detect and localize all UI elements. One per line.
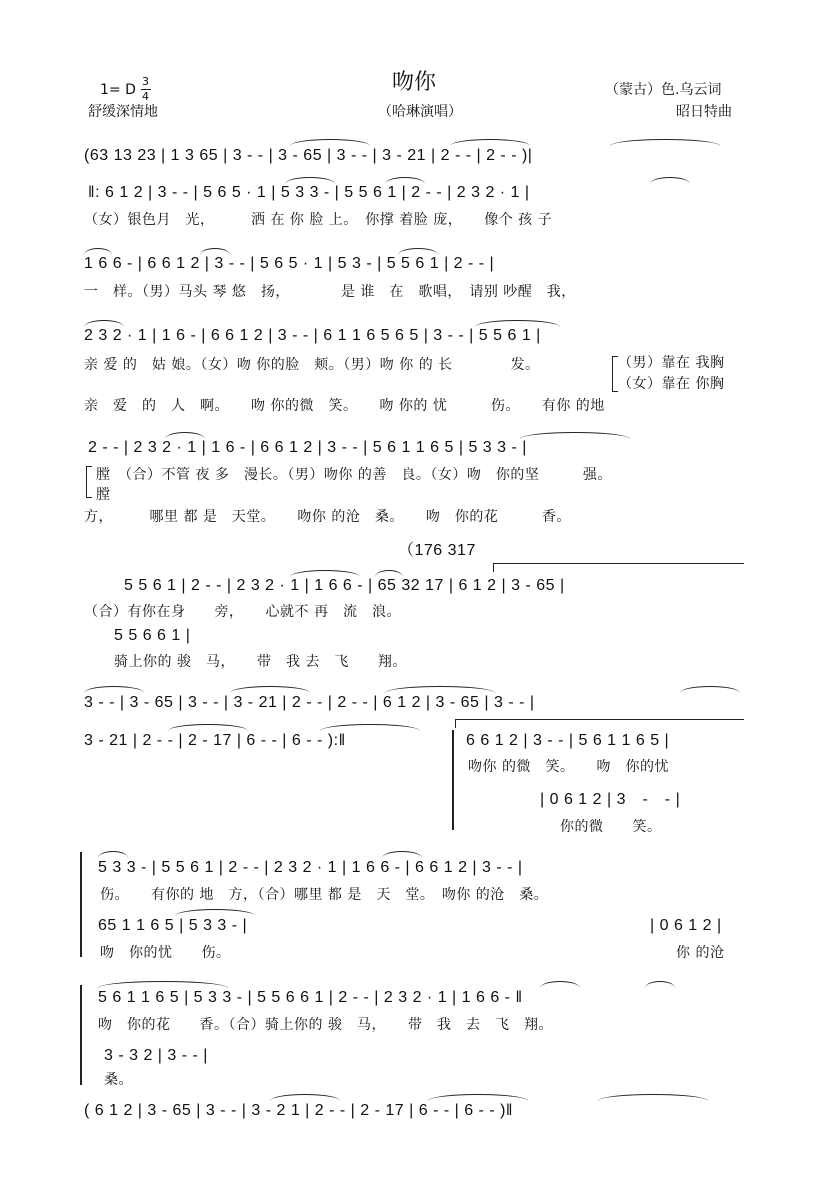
melody-line-8-alt: | 0 6 1 2 | 3 - - | xyxy=(540,791,681,808)
system-bar xyxy=(80,852,82,957)
slur xyxy=(645,981,675,988)
slur xyxy=(165,432,205,439)
melody-line-2: ‖: 6 1 2 | 3 - - | 5 6 5 · 1 | 5 3 3 - | 5 5 6 1 | 2 - - | 2 3 2 · 1 | xyxy=(88,184,530,201)
time-signature-top: 3 xyxy=(142,75,149,88)
lyrics-line-10: 吻 你的花 香。（合）骑上你的 骏 马， 带 我 去 飞 翔。 xyxy=(98,1017,553,1033)
lyrics-line-6: （合）有你在身 旁， 心就不 再 流 浪。 xyxy=(84,604,401,620)
melody-line-10-alt: 3 - 3 2 | 3 - - | xyxy=(104,1047,208,1064)
first-ending xyxy=(493,563,744,572)
slur xyxy=(598,1094,708,1101)
slur xyxy=(168,724,248,731)
lyricist: （蒙古）色.乌云词 xyxy=(605,82,722,98)
lyrics-line-8: 吻你 的微 笑。 吻 你的忧 xyxy=(468,759,669,775)
lyrics-line-5: 膛 （合）不管 夜 多 漫长。（男）吻你 的善 良。（女）吻 你的坚 强。 xyxy=(96,467,612,483)
intro-notes: (63 13 23 | 1 3 65 | 3 - - | 3 - 65 | 3 - - | 3 - 21 | 2 - - | 2 - - )| xyxy=(84,147,533,164)
lyrics-line-9-alt: 吻 你的忧 伤。 xyxy=(100,945,231,961)
lyrics-line-8-alt: 你的微 笑。 xyxy=(560,819,662,835)
slur xyxy=(84,320,124,327)
slur xyxy=(200,248,230,255)
slur xyxy=(285,177,335,184)
melody-line-9: 5 3 3 - | 5 5 6 1 | 2 - - | 2 3 2 · 1 | 1 6 6 - | 6 6 1 2 | 3 - - | xyxy=(98,859,523,876)
slur xyxy=(610,139,720,146)
lyrics-line-5-verse2: 方， 哪里 都 是 天堂。 吻你 的沧 桑。 吻 你的花 香。 xyxy=(84,509,571,525)
slur xyxy=(540,981,580,988)
lyrics-line-5-b: 膛 xyxy=(96,487,111,503)
lyrics-line-9-alt-right: 你 的沧 xyxy=(676,945,725,961)
melody-line-8: 3 - 21 | 2 - - | 2 - 17 | 6 - - | 6 - - ):‖ xyxy=(84,732,346,749)
slur xyxy=(382,851,422,858)
slur xyxy=(385,177,425,184)
slur xyxy=(385,686,495,693)
slur xyxy=(290,570,360,577)
lyrics-line-4-female: （女）靠在 你胸 xyxy=(618,376,725,392)
melody-line-8-b: 6 6 1 2 | 3 - - | 5 6 1 1 6 5 | xyxy=(466,732,670,749)
bridge-notes: （176 317 xyxy=(398,542,476,559)
melody-line-9-alt: 65 1 1 6 5 | 5 3 3 - | xyxy=(98,917,248,934)
system-bar xyxy=(452,730,454,830)
slur xyxy=(290,139,370,146)
singer: （哈琳演唱） xyxy=(378,104,462,120)
slur xyxy=(398,248,438,255)
slur xyxy=(650,177,690,184)
lyrics-line-9: 伤。 有你的 地 方，（合）哪里 都 是 天 堂。 吻你 的沧 桑。 xyxy=(100,887,549,903)
tempo-marking: 舒缓深情地 xyxy=(88,104,158,120)
slur xyxy=(450,139,530,146)
lyrics-line-4-male: （男）靠在 我胸 xyxy=(618,355,725,371)
melody-line-3: 1 6 6 - | 6 6 1 2 | 3 - - | 5 6 5 · 1 | 5 3 - | 5 5 6 1 | 2 - - | xyxy=(84,255,495,272)
slur xyxy=(270,1094,340,1101)
system-bar xyxy=(80,985,82,1085)
melody-line-10: 5 6 1 1 6 5 | 5 3 3 - | 5 5 6 6 1 | 2 - - | 2 3 2 · 1 | 1 6 6 - ‖ xyxy=(98,989,523,1006)
second-ending xyxy=(455,719,744,728)
composer: 昭日特曲 xyxy=(676,104,732,120)
lyrics-line-3: 一 样。（男）马头 琴 悠 扬， 是 谁 在 歌唱， 请别 吵醒 我， xyxy=(84,284,576,300)
melody-line-6: 5 5 6 1 | 2 - - | 2 3 2 · 1 | 1 6 6 - | 65 32 17 | 6 1 2 | 3 - 65 | xyxy=(124,577,565,594)
slur xyxy=(428,1094,528,1101)
slur xyxy=(84,248,112,255)
verse-bracket xyxy=(86,466,92,498)
coda-notes: ( 6 1 2 | 3 - 65 | 3 - - | 3 - 2 1 | 2 - - | 2 - 17 | 6 - - | 6 - - )‖ xyxy=(84,1102,514,1119)
melody-line-9-alt-right: | 0 6 1 2 | xyxy=(650,917,722,934)
melody-line-5: 2 - - | 2 3 2 · 1 | 1 6 - | 6 6 1 2 | 3 - - | 5 6 1 1 6 5 | 5 3 3 - | xyxy=(88,439,527,456)
slur xyxy=(175,909,255,916)
slur xyxy=(520,432,630,439)
time-signature-bottom: 4 xyxy=(142,90,149,103)
melody-line-7: 3 - - | 3 - 65 | 3 - - | 3 - 21 | 2 - - | 2 - - | 6 1 2 | 3 - 65 | 3 - - | xyxy=(84,694,535,711)
slur xyxy=(84,686,144,693)
slur xyxy=(475,320,560,327)
melody-line-6-alt: 5 5 6 6 1 | xyxy=(114,627,191,644)
lyrics-line-4: 亲 爱 的 姑 娘。（女）吻 你的脸 颊。（男）吻 你 的 长 发。 xyxy=(84,357,540,373)
lyrics-line-10-alt: 桑。 xyxy=(104,1072,133,1088)
slur xyxy=(680,686,740,693)
key-signature: 1= D xyxy=(100,82,136,98)
lyrics-line-2: （女）银色月 光， 洒 在 你 脸 上。 你撑 着脸 庞， 像个 孩 子 xyxy=(84,212,553,228)
lyrics-line-4-verse2: 亲 爱 的 人 啊。 吻 你的微 笑。 吻 你的 忧 伤。 有你 的地 xyxy=(84,398,605,414)
slur xyxy=(230,686,310,693)
slur xyxy=(98,981,228,988)
lyrics-line-6-alt: 骑上你的 骏 马， 带 我 去 飞 翔。 xyxy=(114,654,407,670)
page-title: 吻你 xyxy=(392,70,437,95)
slur xyxy=(320,724,420,731)
melody-line-4: 2 3 2 · 1 | 1 6 - | 6 6 1 2 | 3 - - | 6 1 1 6 5 6 5 | 3 - - | 5 5 6 1 | xyxy=(84,327,541,344)
slur xyxy=(375,570,403,577)
slur xyxy=(98,851,128,858)
